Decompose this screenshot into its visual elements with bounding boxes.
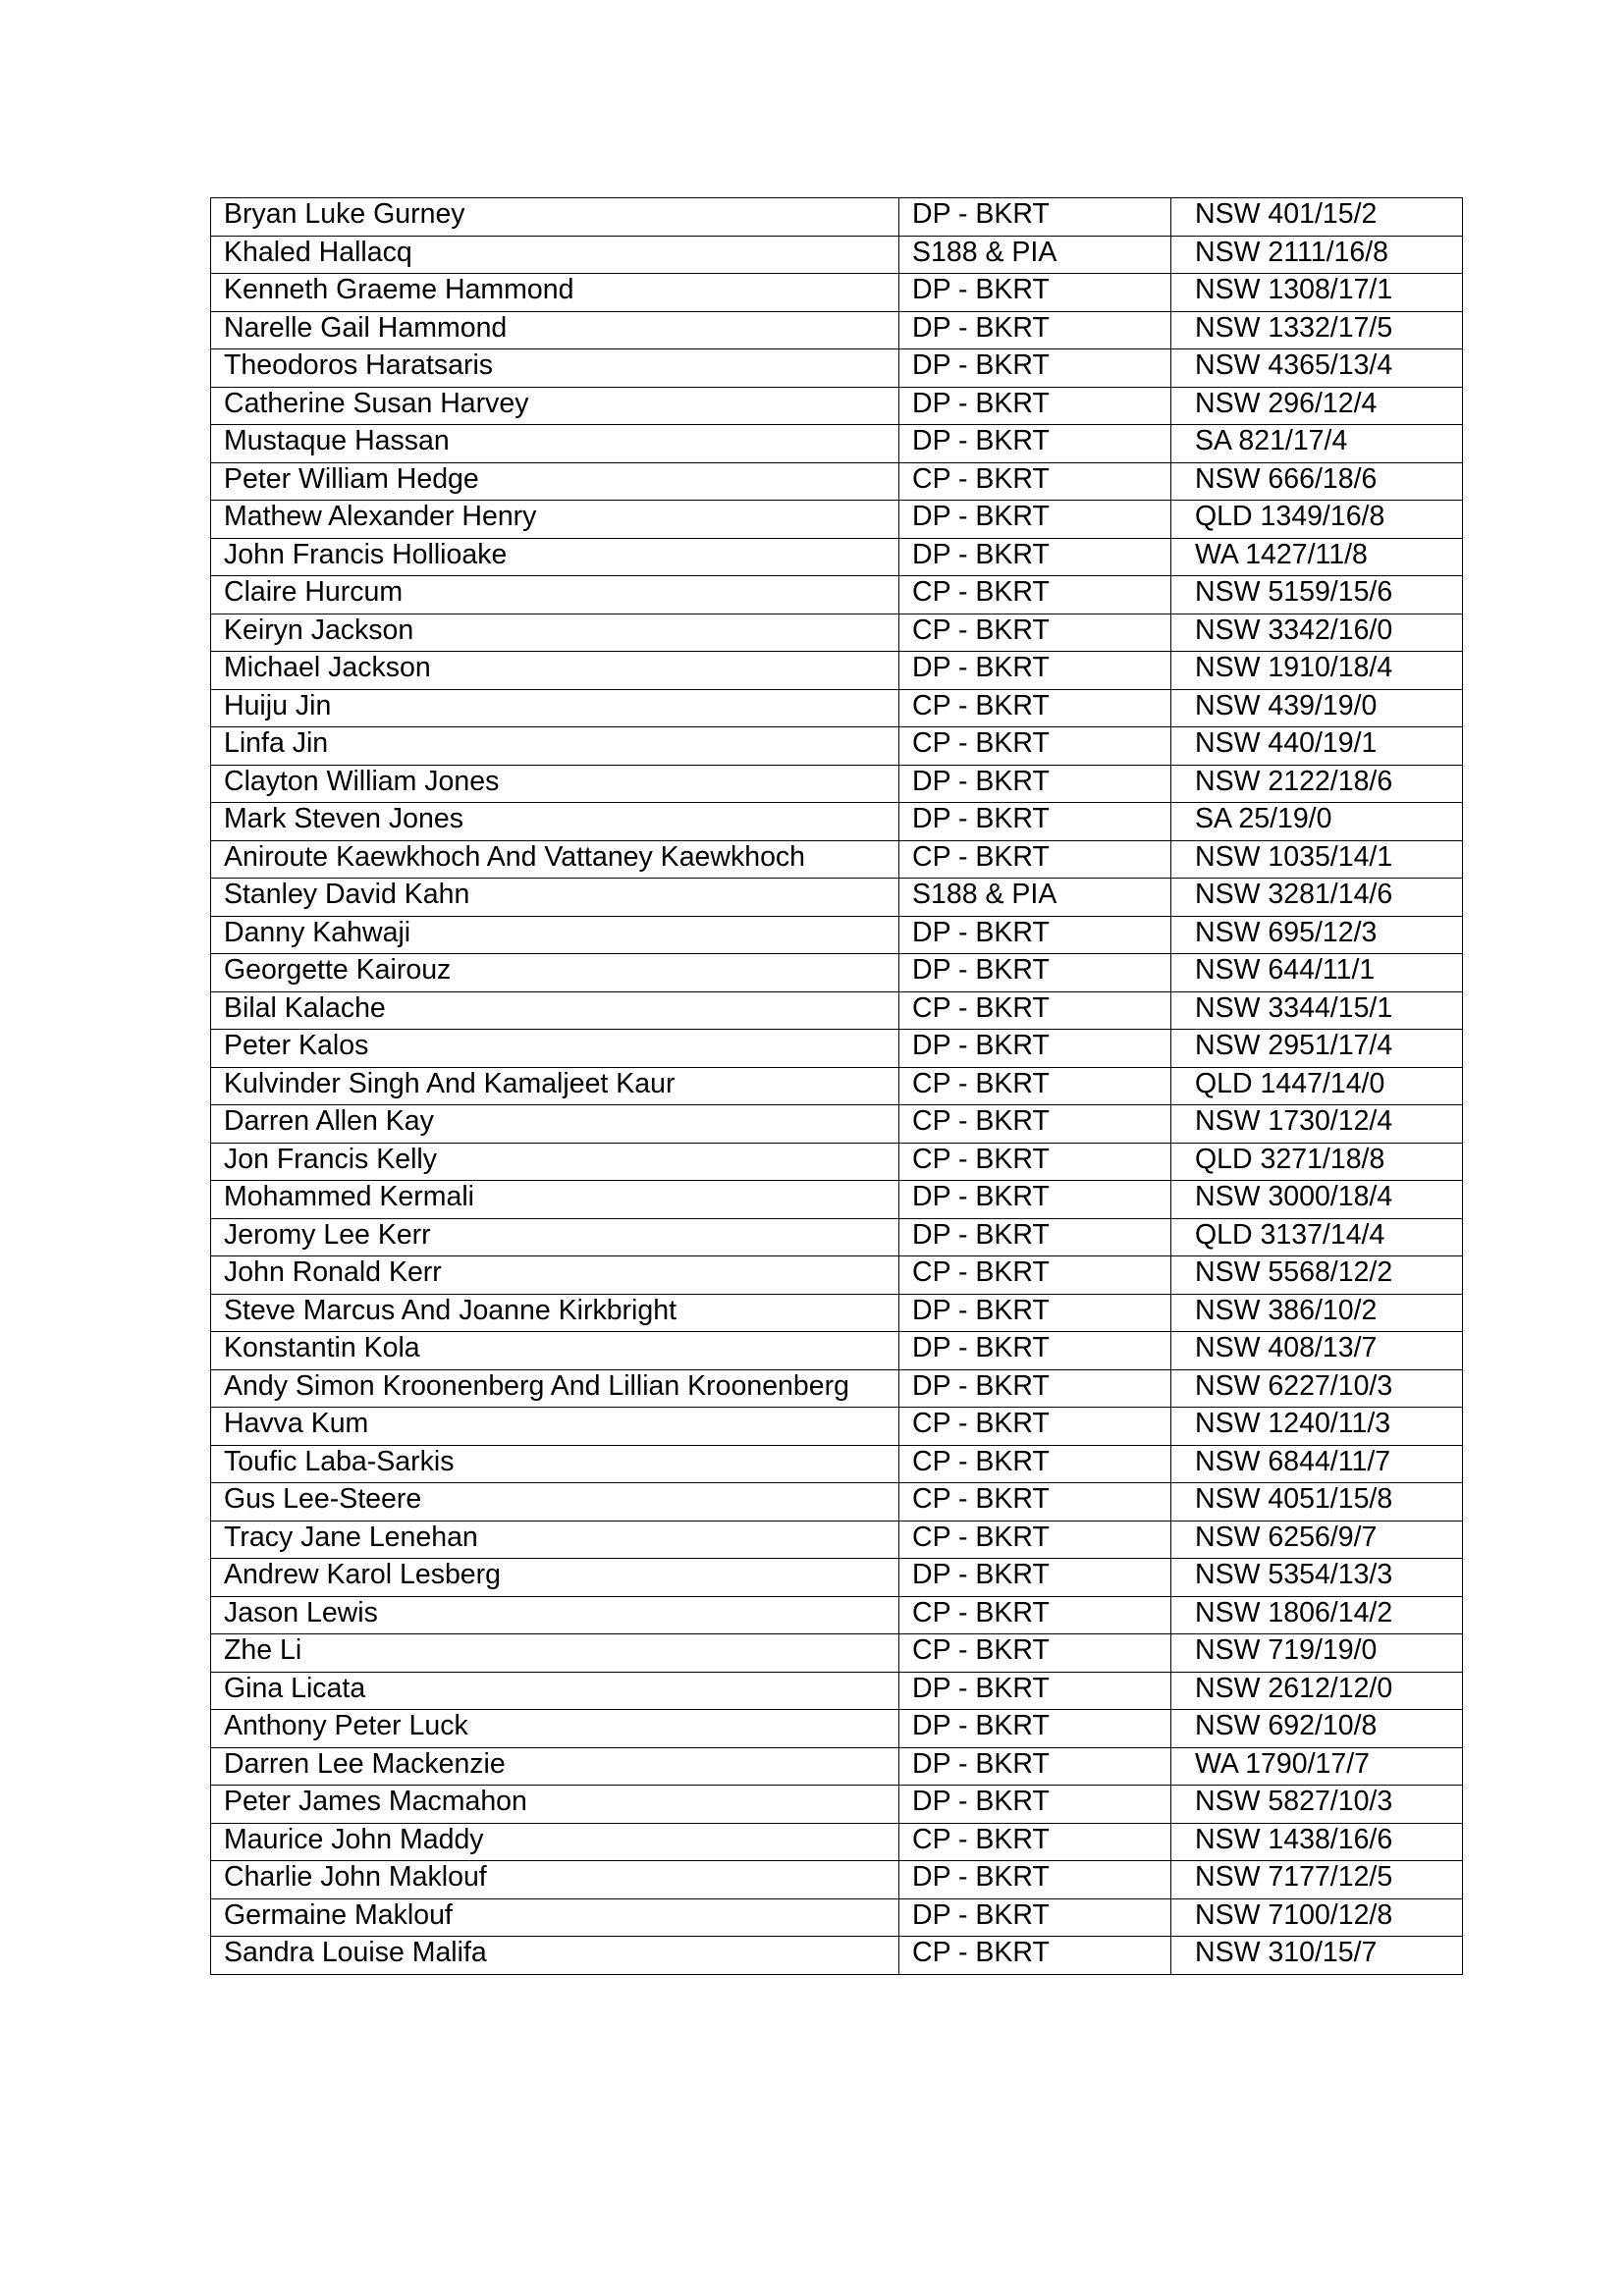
name-cell: Peter James Macmahon	[211, 1786, 899, 1824]
type-cell: DP - BKRT	[899, 954, 1171, 992]
name-cell: Tracy Jane Lenehan	[211, 1521, 899, 1559]
reference-cell: NSW 440/19/1	[1171, 727, 1463, 766]
table-row	[211, 425, 1463, 463]
name-cell: Linfa Jin	[211, 727, 899, 766]
reference-cell: NSW 1806/14/2	[1171, 1596, 1463, 1634]
reference-cell: NSW 719/19/0	[1171, 1634, 1463, 1673]
table-row	[211, 349, 1463, 388]
reference-cell: NSW 1308/17/1	[1171, 274, 1463, 312]
type-cell: DP - BKRT	[899, 1030, 1171, 1068]
table-row	[211, 236, 1463, 274]
table-row	[211, 1181, 1463, 1219]
table-row	[211, 1408, 1463, 1446]
type-cell: CP - BKRT	[899, 1105, 1171, 1144]
name-cell: John Francis Hollioake	[211, 538, 899, 576]
reference-cell: NSW 1730/12/4	[1171, 1105, 1463, 1144]
name-cell: Darren Allen Kay	[211, 1105, 899, 1144]
type-cell: DP - BKRT	[899, 1559, 1171, 1597]
table-row	[211, 1332, 1463, 1370]
table-row	[211, 727, 1463, 766]
reference-cell: NSW 3000/18/4	[1171, 1181, 1463, 1219]
reference-cell: QLD 1349/16/8	[1171, 501, 1463, 539]
type-cell: CP - BKRT	[899, 840, 1171, 879]
name-cell: Claire Hurcum	[211, 576, 899, 614]
table-row	[211, 1559, 1463, 1597]
table-row	[211, 1937, 1463, 1975]
records-table	[210, 197, 1463, 1975]
table-row	[211, 879, 1463, 917]
type-cell: CP - BKRT	[899, 614, 1171, 652]
reference-cell: NSW 5827/10/3	[1171, 1786, 1463, 1824]
type-cell: DP - BKRT	[899, 1369, 1171, 1408]
name-cell: Catherine Susan Harvey	[211, 387, 899, 425]
type-cell: DP - BKRT	[899, 1672, 1171, 1710]
table-row	[211, 1256, 1463, 1295]
records-table-body	[211, 198, 1463, 1975]
reference-cell: NSW 6256/9/7	[1171, 1521, 1463, 1559]
name-cell: Jason Lewis	[211, 1596, 899, 1634]
table-row	[211, 198, 1463, 237]
name-cell: Germaine Maklouf	[211, 1898, 899, 1937]
type-cell: DP - BKRT	[899, 387, 1171, 425]
name-cell: Clayton William Jones	[211, 765, 899, 803]
table-row	[211, 614, 1463, 652]
table-row	[211, 387, 1463, 425]
type-cell: DP - BKRT	[899, 765, 1171, 803]
table-row	[211, 576, 1463, 614]
reference-cell: NSW 692/10/8	[1171, 1710, 1463, 1748]
table-row	[211, 1747, 1463, 1786]
name-cell: Charlie John Maklouf	[211, 1861, 899, 1899]
name-cell: Mathew Alexander Henry	[211, 501, 899, 539]
type-cell: DP - BKRT	[899, 1218, 1171, 1256]
table-row	[211, 462, 1463, 501]
reference-cell: NSW 386/10/2	[1171, 1294, 1463, 1332]
type-cell: DP - BKRT	[899, 349, 1171, 388]
table-row	[211, 1634, 1463, 1673]
type-cell: CP - BKRT	[899, 1143, 1171, 1181]
reference-cell: NSW 666/18/6	[1171, 462, 1463, 501]
name-cell: Steve Marcus And Joanne Kirkbright	[211, 1294, 899, 1332]
name-cell: Stanley David Kahn	[211, 879, 899, 917]
reference-cell: NSW 6227/10/3	[1171, 1369, 1463, 1408]
type-cell: DP - BKRT	[899, 311, 1171, 349]
reference-cell: QLD 3271/18/8	[1171, 1143, 1463, 1181]
name-cell: Kulvinder Singh And Kamaljeet Kaur	[211, 1067, 899, 1105]
name-cell: Konstantin Kola	[211, 1332, 899, 1370]
name-cell: Sandra Louise Malifa	[211, 1937, 899, 1975]
type-cell: DP - BKRT	[899, 1747, 1171, 1786]
table-row	[211, 1521, 1463, 1559]
table-row	[211, 954, 1463, 992]
reference-cell: NSW 2111/16/8	[1171, 236, 1463, 274]
reference-cell: NSW 7100/12/8	[1171, 1898, 1463, 1937]
name-cell: Danny Kahwaji	[211, 916, 899, 954]
table-row	[211, 1861, 1463, 1899]
type-cell: CP - BKRT	[899, 1937, 1171, 1975]
name-cell: Jon Francis Kelly	[211, 1143, 899, 1181]
name-cell: Georgette Kairouz	[211, 954, 899, 992]
table-row	[211, 840, 1463, 879]
reference-cell: NSW 1910/18/4	[1171, 652, 1463, 690]
name-cell: Darren Lee Mackenzie	[211, 1747, 899, 1786]
reference-cell: NSW 1332/17/5	[1171, 311, 1463, 349]
type-cell: CP - BKRT	[899, 991, 1171, 1030]
reference-cell: NSW 1438/16/6	[1171, 1823, 1463, 1861]
type-cell: DP - BKRT	[899, 425, 1171, 463]
type-cell: DP - BKRT	[899, 1332, 1171, 1370]
reference-cell: NSW 2122/18/6	[1171, 765, 1463, 803]
name-cell: Peter Kalos	[211, 1030, 899, 1068]
type-cell: CP - BKRT	[899, 689, 1171, 727]
reference-cell: NSW 5568/12/2	[1171, 1256, 1463, 1295]
name-cell: Gus Lee-Steere	[211, 1483, 899, 1522]
reference-cell: NSW 5354/13/3	[1171, 1559, 1463, 1597]
table-row	[211, 538, 1463, 576]
table-row	[211, 1823, 1463, 1861]
table-row	[211, 1483, 1463, 1522]
type-cell: CP - BKRT	[899, 1521, 1171, 1559]
name-cell: Khaled Hallacq	[211, 236, 899, 274]
reference-cell: NSW 2612/12/0	[1171, 1672, 1463, 1710]
name-cell: Andy Simon Kroonenberg And Lillian Kroonenberg	[211, 1369, 899, 1408]
reference-cell: NSW 695/12/3	[1171, 916, 1463, 954]
reference-cell: NSW 401/15/2	[1171, 198, 1463, 237]
reference-cell: NSW 3344/15/1	[1171, 991, 1463, 1030]
table-row	[211, 1710, 1463, 1748]
type-cell: DP - BKRT	[899, 274, 1171, 312]
table-row	[211, 274, 1463, 312]
name-cell: Huiju Jin	[211, 689, 899, 727]
type-cell: CP - BKRT	[899, 1256, 1171, 1295]
type-cell: DP - BKRT	[899, 1181, 1171, 1219]
table-row	[211, 311, 1463, 349]
reference-cell: NSW 2951/17/4	[1171, 1030, 1463, 1068]
table-row	[211, 916, 1463, 954]
reference-cell: QLD 1447/14/0	[1171, 1067, 1463, 1105]
table-row	[211, 1596, 1463, 1634]
table-row	[211, 765, 1463, 803]
type-cell: DP - BKRT	[899, 1898, 1171, 1937]
name-cell: John Ronald Kerr	[211, 1256, 899, 1295]
type-cell: CP - BKRT	[899, 576, 1171, 614]
type-cell: CP - BKRT	[899, 1596, 1171, 1634]
reference-cell: SA 821/17/4	[1171, 425, 1463, 463]
reference-cell: NSW 1035/14/1	[1171, 840, 1463, 879]
type-cell: DP - BKRT	[899, 1861, 1171, 1899]
reference-cell: NSW 310/15/7	[1171, 1937, 1463, 1975]
type-cell: DP - BKRT	[899, 1294, 1171, 1332]
name-cell: Mohammed Kermali	[211, 1181, 899, 1219]
type-cell: DP - BKRT	[899, 652, 1171, 690]
reference-cell: NSW 408/13/7	[1171, 1332, 1463, 1370]
name-cell: Peter William Hedge	[211, 462, 899, 501]
reference-cell: WA 1427/11/8	[1171, 538, 1463, 576]
name-cell: Keiryn Jackson	[211, 614, 899, 652]
reference-cell: NSW 4051/15/8	[1171, 1483, 1463, 1522]
name-cell: Havva Kum	[211, 1408, 899, 1446]
reference-cell: NSW 296/12/4	[1171, 387, 1463, 425]
table-row	[211, 1898, 1463, 1937]
reference-cell: QLD 3137/14/4	[1171, 1218, 1463, 1256]
type-cell: CP - BKRT	[899, 1634, 1171, 1673]
type-cell: S188 & PIA	[899, 236, 1171, 274]
type-cell: CP - BKRT	[899, 1483, 1171, 1522]
reference-cell: WA 1790/17/7	[1171, 1747, 1463, 1786]
name-cell: Narelle Gail Hammond	[211, 311, 899, 349]
name-cell: Jeromy Lee Kerr	[211, 1218, 899, 1256]
table-row	[211, 1672, 1463, 1710]
type-cell: DP - BKRT	[899, 501, 1171, 539]
type-cell: DP - BKRT	[899, 1710, 1171, 1748]
reference-cell: NSW 3281/14/6	[1171, 879, 1463, 917]
type-cell: CP - BKRT	[899, 462, 1171, 501]
name-cell: Andrew Karol Lesberg	[211, 1559, 899, 1597]
table-row	[211, 1369, 1463, 1408]
table-row	[211, 1105, 1463, 1144]
name-cell: Mustaque Hassan	[211, 425, 899, 463]
type-cell: CP - BKRT	[899, 1408, 1171, 1446]
reference-cell: NSW 7177/12/5	[1171, 1861, 1463, 1899]
table-row	[211, 689, 1463, 727]
reference-cell: NSW 1240/11/3	[1171, 1408, 1463, 1446]
table-row	[211, 991, 1463, 1030]
type-cell: CP - BKRT	[899, 727, 1171, 766]
name-cell: Bryan Luke Gurney	[211, 198, 899, 237]
name-cell: Mark Steven Jones	[211, 803, 899, 841]
reference-cell: SA 25/19/0	[1171, 803, 1463, 841]
name-cell: Maurice John Maddy	[211, 1823, 899, 1861]
type-cell: CP - BKRT	[899, 1445, 1171, 1483]
type-cell: DP - BKRT	[899, 1786, 1171, 1824]
name-cell: Theodoros Haratsaris	[211, 349, 899, 388]
reference-cell: NSW 439/19/0	[1171, 689, 1463, 727]
name-cell: Zhe Li	[211, 1634, 899, 1673]
table-row	[211, 1218, 1463, 1256]
type-cell: DP - BKRT	[899, 538, 1171, 576]
reference-cell: NSW 644/11/1	[1171, 954, 1463, 992]
name-cell: Kenneth Graeme Hammond	[211, 274, 899, 312]
name-cell: Aniroute Kaewkhoch And Vattaney Kaewkhoch	[211, 840, 899, 879]
reference-cell: NSW 6844/11/7	[1171, 1445, 1463, 1483]
type-cell: S188 & PIA	[899, 879, 1171, 917]
reference-cell: NSW 3342/16/0	[1171, 614, 1463, 652]
table-row	[211, 1067, 1463, 1105]
table-row	[211, 1786, 1463, 1824]
type-cell: DP - BKRT	[899, 803, 1171, 841]
type-cell: DP - BKRT	[899, 198, 1171, 237]
name-cell: Toufic Laba-Sarkis	[211, 1445, 899, 1483]
name-cell: Bilal Kalache	[211, 991, 899, 1030]
table-row	[211, 501, 1463, 539]
table-row	[211, 652, 1463, 690]
type-cell: CP - BKRT	[899, 1067, 1171, 1105]
type-cell: CP - BKRT	[899, 1823, 1171, 1861]
table-row	[211, 1294, 1463, 1332]
name-cell: Anthony Peter Luck	[211, 1710, 899, 1748]
table-row	[211, 1030, 1463, 1068]
table-row	[211, 1445, 1463, 1483]
type-cell: DP - BKRT	[899, 916, 1171, 954]
table-row	[211, 803, 1463, 841]
name-cell: Michael Jackson	[211, 652, 899, 690]
name-cell: Gina Licata	[211, 1672, 899, 1710]
reference-cell: NSW 4365/13/4	[1171, 349, 1463, 388]
reference-cell: NSW 5159/15/6	[1171, 576, 1463, 614]
table-row	[211, 1143, 1463, 1181]
